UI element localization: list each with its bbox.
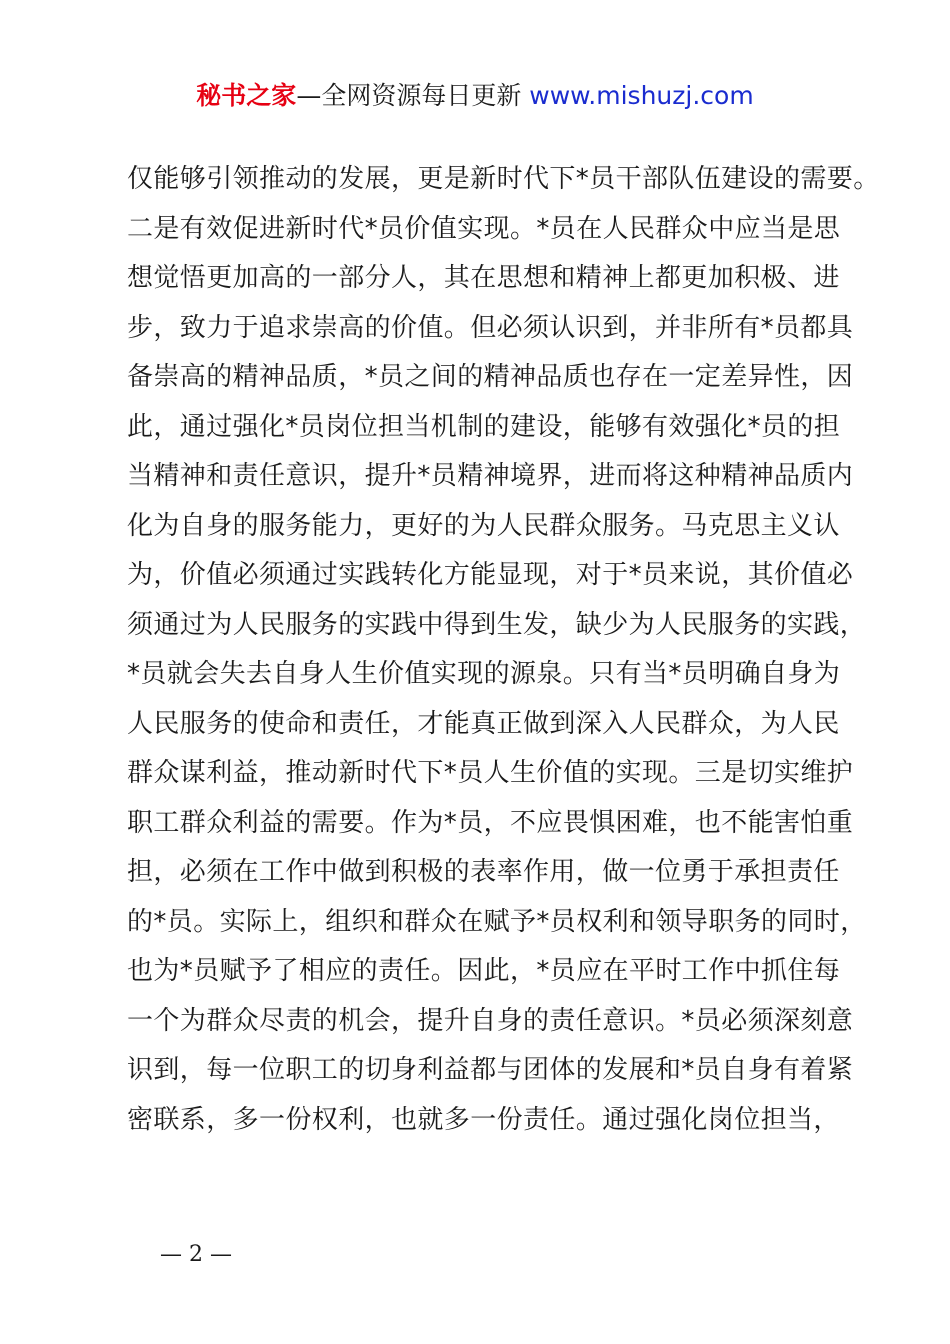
body-line: *员就会失去自身人生价值实现的源泉。只有当*员明确自身为 [127,659,841,689]
body-line: 密联系，多一份权利，也就多一份责任。通过强化岗位担当， [127,1104,840,1135]
body-line: 想觉悟更加高的一部分人，其在思想和精神上都更加积极、进 [127,263,840,293]
body-line: 二是有效促进新时代*员价值实现。*员在人民群众中应当是思 [127,213,841,244]
body-line: 也为*员赋予了相应的责任。因此，*员应在平时工作中抓住每 [127,956,841,986]
body-line: 此，通过强化*员岗位担当机制的建设，能够有效强化*员的担 [127,411,841,442]
body-line: 须通过为人民服务的实践中得到生发，缺少为人民服务的实践， [127,609,867,640]
body-line: 群众谋利益，推动新时代下*员人生价值的实现。三是切实维护 [127,758,854,788]
site-url: www.mishuzj.com [529,81,754,110]
body-line: 识到，每一位职工的切身利益都与团体的发展和*员自身有着紧 [127,1055,854,1085]
document-body [127,155,880,1145]
body-line: 化为自身的服务能力，更好的为人民群众服务。马克思主义认 [127,510,840,541]
body-line: 担，必须在工作中做到积极的表率作用，做一位勇于承担责任 [127,857,840,887]
body-line: 一个为群众尽责的机会，提升自身的责任意识。*员必须深刻意 [127,1005,854,1036]
site-brand: 秘书之家 [196,81,297,110]
page-number: — 2 — [160,1242,232,1267]
body-line: 仅能够引领推动的发展，更是新时代下*员干部队伍建设的需要。 [127,164,880,194]
site-header [0,80,950,112]
body-line: 步，致力于追求崇高的价值。但必须认识到，并非所有*员都具 [127,312,854,343]
site-tagline: —全网资源每日更新 [296,81,530,110]
body-line: 备崇高的精神品质，*员之间的精神品质也存在一定差异性，因 [127,362,854,392]
body-line: 当精神和责任意识，提升*员精神境界，进而将这种精神品质内 [127,461,854,491]
body-line: 人民服务的使命和责任，才能真正做到深入人民群众，为人民 [127,708,840,739]
body-line: 职工群众利益的需要。作为*员，不应畏惧困难，也不能害怕重 [127,807,854,838]
body-line: 的*员。实际上，组织和群众在赋予*员权利和领导职务的同时， [127,906,867,937]
body-line: 为，价值必须通过实践转化方能显现，对于*员来说，其价值必 [127,560,854,590]
